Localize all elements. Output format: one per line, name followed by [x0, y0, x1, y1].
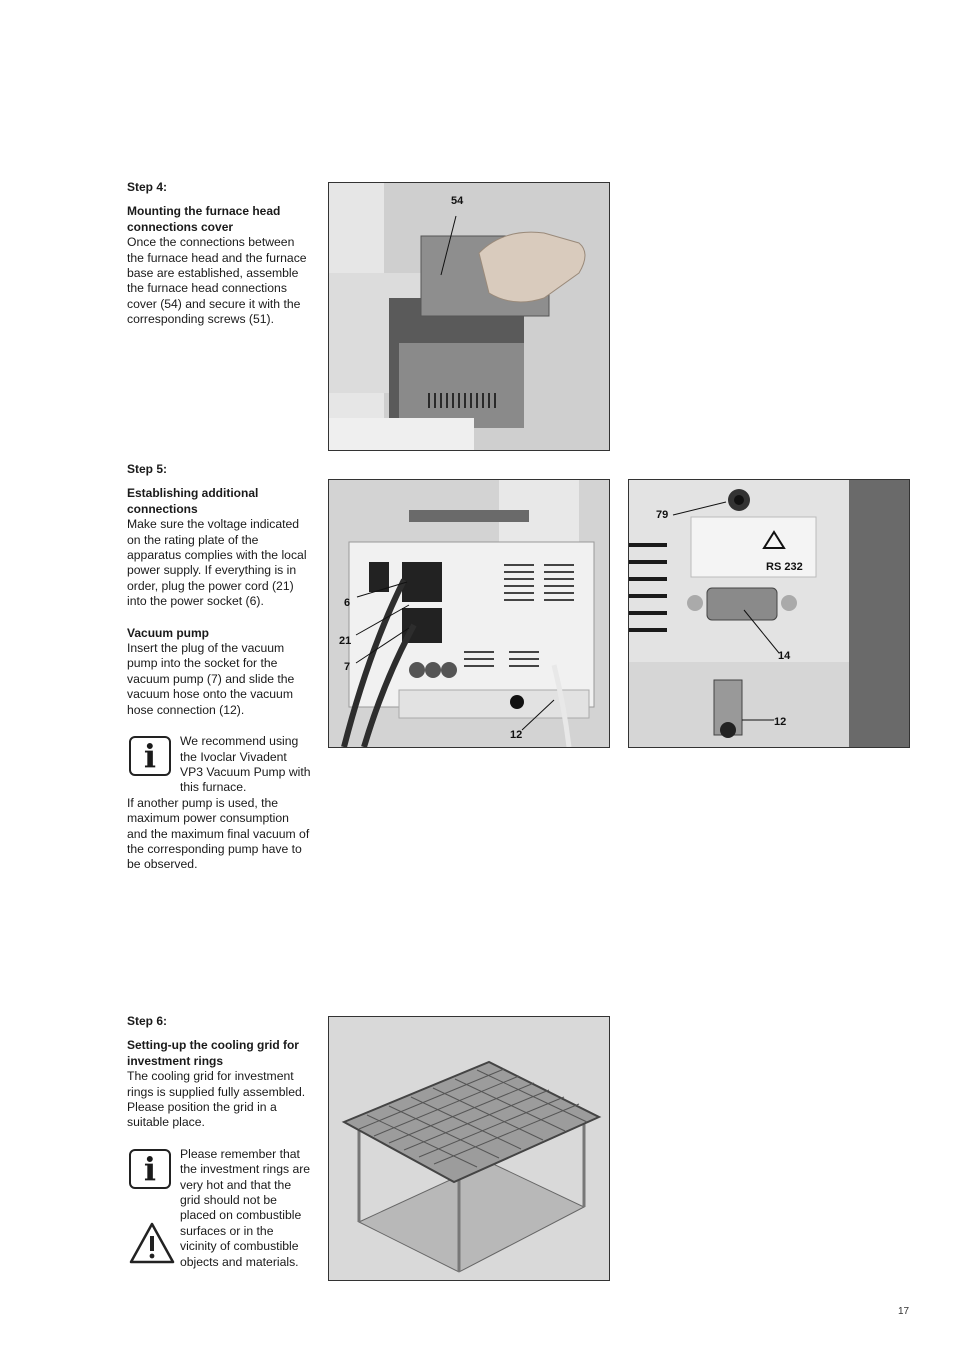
step6-subtitle: Setting-up the cooling grid for investment rings	[127, 1038, 299, 1068]
step6-text	[127, 1014, 311, 1270]
step6-note-text: Please remember that the investment rings are very hot and that the grid should not be placed on combustible surfaces or in the vicinity of combustible objects and materials.	[180, 1146, 311, 1269]
step4-text	[127, 180, 311, 328]
step5-body: Make sure the voltage indicated on the rating plate of the apparatus complies with the local power supply. If everything is in order, plug the power cord (21) into the power socket (6).	[127, 517, 307, 609]
callout-79: 79	[656, 509, 669, 521]
step5-note-text: We recommend using the Ivoclar Vivadent VP3 Vacuum Pump with this furnace.	[180, 734, 311, 795]
vacuum-pump-subtitle: Vacuum pump	[127, 625, 210, 640]
callout-21: 21	[339, 635, 352, 647]
rs232-label: RS 232	[766, 561, 803, 573]
callout-7: 7	[344, 661, 351, 673]
callout-12-right: 12	[774, 716, 787, 728]
step5-subtitle: Establishing additional connections	[127, 486, 259, 516]
info-icon: i	[129, 736, 171, 776]
callout-14: 14	[778, 650, 791, 662]
vacuum-pump-body: Insert the plug of the vacuum pump into the socket for the vacuum pump (7) and slide the vacuum hose onto the vacuum hose connection (12).	[127, 641, 295, 717]
step6-title: Step 6:	[127, 1014, 168, 1028]
warning-icon	[129, 1222, 175, 1264]
step5-text	[127, 462, 311, 873]
step4-subtitle: Mounting the furnace head connections cover	[127, 204, 281, 234]
step5-note-continued: If another pump is used, the maximum power consumption and the maximum final vacuum of the corresponding pump have to be observed.	[127, 795, 310, 872]
step6-note	[127, 1147, 311, 1270]
step4-title: Step 4:	[127, 180, 168, 194]
callout-54: 54	[451, 195, 464, 207]
step6-body: The cooling grid for investment rings is supplied fully assembled. Please position the grid in a suitable place.	[127, 1069, 306, 1130]
cooling-grid-photo	[328, 1016, 610, 1281]
info-icon: i	[129, 1149, 171, 1189]
callout-12-left: 12	[510, 729, 523, 741]
step5-note	[127, 734, 311, 796]
page-number: 17	[898, 1306, 910, 1317]
step5-title: Step 5:	[127, 462, 168, 476]
rear-panel-photo	[328, 479, 610, 748]
step4-body: Once the connections between the furnace head and the furnace base are established, assemble the furnace head connections cover (54) and secure it with the corresponding screws (51).	[127, 235, 307, 327]
connections-detail-photo	[628, 479, 910, 748]
furnace-head-cover-photo	[328, 182, 610, 451]
callout-6: 6	[344, 597, 351, 609]
